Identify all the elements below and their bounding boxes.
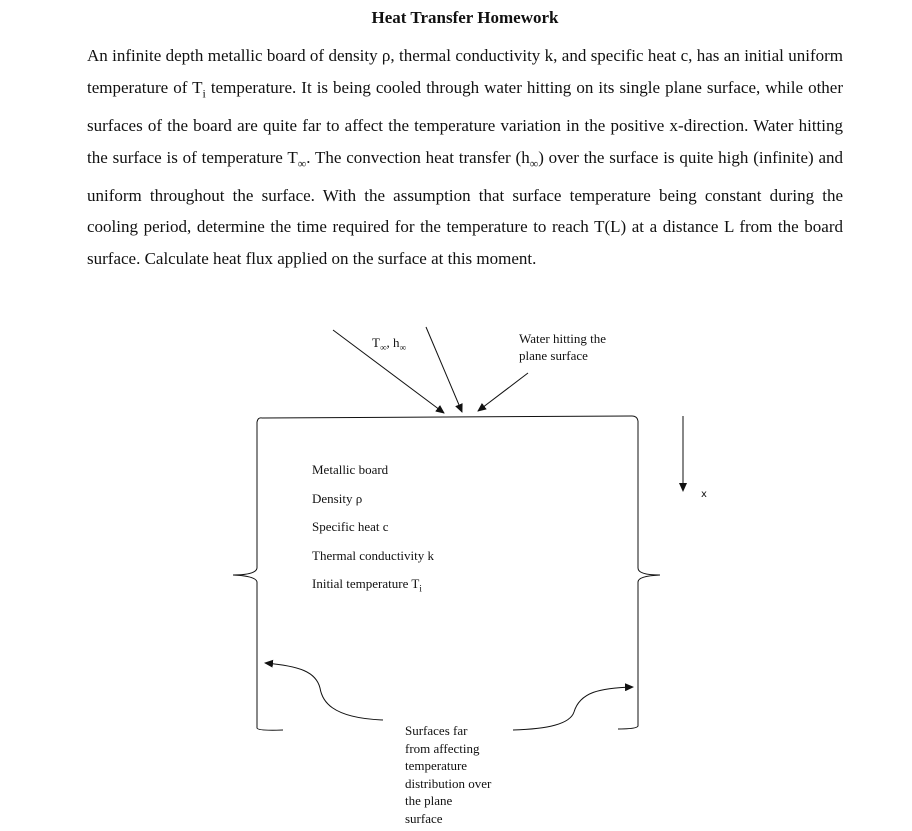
x-axis-label: x [701, 489, 707, 500]
surfaces-note: Surfaces far from affecting temperature distribution over the plane surface [405, 723, 492, 826]
water-arrow-3 [478, 373, 528, 411]
problem-statement: An infinite depth metallic board of density ρ, thermal conductivity k, and specific heat c, has an initial uniform temperature of $T_i$ temperature. It is being cooled through water hitting on its single plane surface, while other surfaces of the board are quite far to affect the temperature variation in the positive x-direction. Water hitting the surface is of temperature $T_\infty$. The convection heat transfer $(h_\infty)$ over the surface is quite high (infinite) and uniform throughout the surface. With the assumption that surface temperature being constant during the cooling period, determine the time required for the temperature to reach T(L) at a distance L from the board surface. Calculate heat flux applied on the surface at this moment. [87, 46, 844, 268]
left-surface-callout [265, 663, 383, 720]
page-title: Heat Transfer Homework [371, 8, 559, 27]
board-top-surface [257, 418, 262, 422]
right-surface-callout [513, 687, 633, 730]
property-item: Thermal conductivity k [312, 547, 435, 563]
board-top-line [262, 416, 632, 418]
property-item: Specific heat c [312, 519, 389, 535]
water-label: Water hitting the plane surface [519, 331, 607, 363]
fluid-conditions-label: $T_\infty$, $h_\infty$ [372, 335, 406, 353]
water-arrow-2 [426, 327, 462, 412]
left-side-brace [233, 422, 283, 730]
property-item-initial-temp: Initial temperature $T_i$ [312, 576, 422, 594]
right-side-brace [618, 421, 660, 729]
property-item: Metallic board [312, 462, 389, 477]
board-top-right-corner [632, 416, 638, 421]
board-properties [312, 460, 434, 603]
property-item: Density ρ [312, 490, 363, 506]
